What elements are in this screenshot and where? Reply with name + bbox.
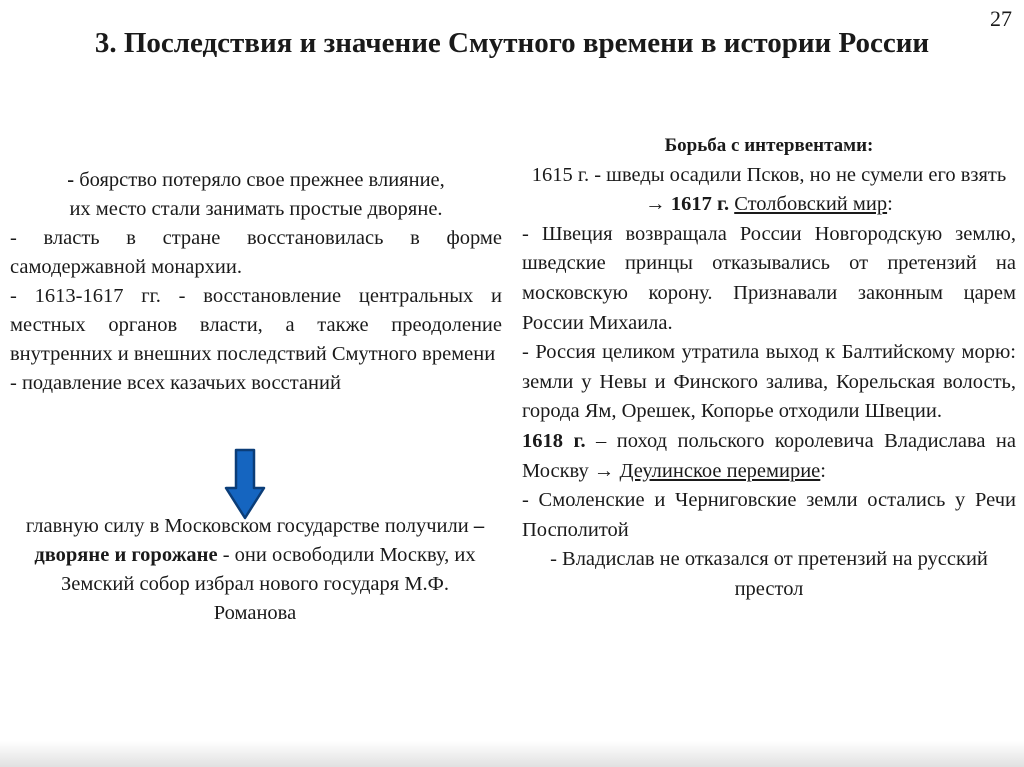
consequence-boyars	[10, 166, 502, 224]
deulino-truce: Деулинское перемирие	[619, 459, 821, 482]
stolbovo-treaty: Столбовский мир	[734, 193, 888, 216]
colon: :	[820, 459, 826, 482]
event-1615	[522, 161, 1016, 220]
consequence-cossacks: - подавление всех казачьих восстаний	[10, 372, 341, 394]
down-arrow-icon	[224, 448, 266, 520]
conclusion-bold: – дворяне и горожане	[34, 515, 485, 566]
truce-term-vladislav: - Владислав не отказался от претензий на русский престол	[550, 548, 988, 600]
consequence-boyars-text: боярство потеряло свое прежнее влияние,	[79, 169, 445, 191]
treaty-term-baltic: - Россия целиком утратила выход к Балтийскому морю: земли у Невы и Финского залива, Корельская волость, города Ям, Орешек, Копорье отходили Швеции.	[522, 341, 1016, 423]
intervention-column	[522, 131, 1016, 605]
event-1618-text: – поход польского королевича Владислава на Москву →	[522, 429, 1016, 482]
bottom-shadow	[0, 741, 1024, 767]
page-number: 27	[990, 6, 1012, 31]
event-1618-year: 1618 г.	[522, 429, 586, 452]
slide-title: 3. Последствия и значение Смутного времени в истории России	[94, 27, 930, 59]
intervention-heading: Борьба с интервентами:	[664, 135, 874, 156]
conclusion-part-a: главную силу в Московском государстве получили	[25, 515, 474, 537]
consequences-column	[10, 166, 502, 398]
event-1618	[522, 427, 1016, 486]
conclusion-text	[20, 512, 490, 628]
consequence-boyars-line2: их место стали занимать простые дворяне.	[69, 198, 443, 220]
colon: :	[887, 193, 893, 216]
event-1617-year: 1617 г.	[670, 193, 730, 216]
consequence-restoration: - 1613-1617 гг. - восстановление центральных и местных органов власти, а также преодоление внутренних и внешних последствий Смутного времени	[10, 285, 502, 365]
treaty-term-novgorod: - Швеция возвращала России Новгородскую землю, шведские принцы отказывались от претензий на московскую корону. Признавали законным царем России Михаила.	[522, 222, 1016, 334]
conclusion-part-b: - они освободили Москву, их Земский собор избрал нового государя М.Ф. Романова	[61, 544, 476, 624]
bullet-dash: -	[67, 169, 80, 191]
truce-term-smolensk: - Смоленские и Черниговские земли остались у Речи Посполитой	[522, 489, 1016, 541]
consequence-monarchy: - власть в стране восстановилась в форме самодержавной монархии.	[10, 227, 502, 278]
event-1615-text: 1615 г. - шведы осадили Псков, но не сумели его взять →	[531, 163, 1007, 216]
